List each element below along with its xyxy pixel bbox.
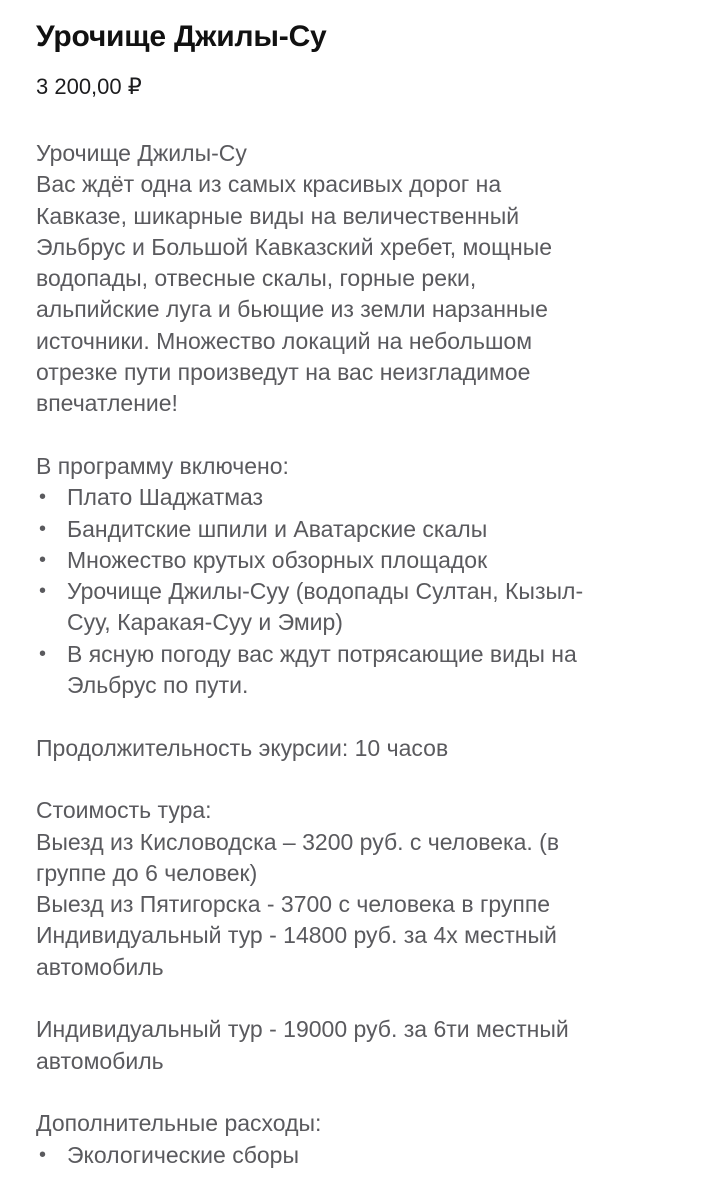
program-list <box>36 482 691 701</box>
paragraph-gap <box>36 764 691 795</box>
intro-line: Эльбрус и Большой Кавказский хребет, мощные <box>36 233 553 260</box>
cost-line: Выезд из Кисловодска – 3200 руб. с человека. (в <box>36 828 560 855</box>
intro-paragraph <box>36 138 691 420</box>
paragraph-gap <box>36 420 691 451</box>
list-item-text: Бандитские шпили и Аватарские скалы <box>67 515 488 542</box>
list-item-text: Множество крутых обзорных площадок <box>67 546 488 573</box>
intro-line: альпийские луга и бьющие из земли нарзанные <box>36 296 548 323</box>
intro-line: Кавказе, шикарные виды на величественный <box>36 202 520 229</box>
list-item <box>36 482 691 513</box>
bullet-icon: • <box>39 642 47 665</box>
extras-list <box>36 1140 691 1171</box>
paragraph-gap <box>36 701 691 732</box>
list-item <box>36 545 691 576</box>
bullet-icon: • <box>39 580 47 603</box>
cost-line: автомобиль <box>36 953 164 980</box>
bullet-icon: • <box>39 1143 47 1166</box>
intro-line: впечатление! <box>36 390 178 417</box>
intro-line: водопады, отвесные скалы, горные реки, <box>36 265 477 292</box>
list-item-text: Плато Шаджатмаз <box>67 484 264 511</box>
list-item <box>36 639 691 702</box>
cost-heading: Стоимость тура: <box>36 797 212 824</box>
list-item <box>36 1140 691 1171</box>
list-item-text: Эльбрус по пути. <box>67 672 249 699</box>
list-item <box>36 576 691 639</box>
intro-line: источники. Множество локаций на небольшом <box>36 327 533 354</box>
bullet-icon: • <box>39 486 47 509</box>
cost-line: Индивидуальный тур - 14800 руб. за 4х местный <box>36 922 557 949</box>
list-item-text: Экологические сборы <box>67 1141 299 1168</box>
bullet-icon: • <box>39 517 47 540</box>
duration-text: Продолжительность экурсии: 10 часов <box>36 734 449 761</box>
list-item-text: Урочище Джилы-Суу (водопады Султан, Кызыл- <box>67 578 584 605</box>
product-title: Урочище Джилы-Су <box>36 20 327 53</box>
product-description <box>36 138 691 1171</box>
bullet-icon: • <box>39 548 47 571</box>
list-item-text: В ясную погоду вас ждут потрясающие виды на <box>67 640 577 667</box>
intro-line: Урочище Джилы-Су <box>36 140 247 166</box>
list-item <box>36 514 691 545</box>
intro-line: отрезке пути произведут на вас неизгладимое <box>36 359 531 386</box>
intro-line: Вас ждёт одна из самых красивых дорог на <box>36 171 502 198</box>
cost-paragraph <box>36 827 691 983</box>
paragraph-gap <box>36 983 691 1014</box>
individual-tour-line: автомобиль <box>36 1047 164 1074</box>
individual-tour-line: Индивидуальный тур - 19000 руб. за 6ти местный <box>36 1016 569 1043</box>
cost-line: Выезд из Пятигорска - 3700 с человека в группе <box>36 891 551 918</box>
individual-tour-paragraph <box>36 1014 691 1077</box>
program-heading: В программу включено: <box>36 452 289 479</box>
list-item-text: Суу, Каракая-Суу и Эмир) <box>67 609 343 636</box>
cost-line: группе до 6 человек) <box>36 859 258 886</box>
paragraph-gap <box>36 1077 691 1108</box>
product-price: 3 200,00 ₽ <box>36 74 142 99</box>
extras-heading: Дополнительные расходы: <box>36 1110 322 1137</box>
